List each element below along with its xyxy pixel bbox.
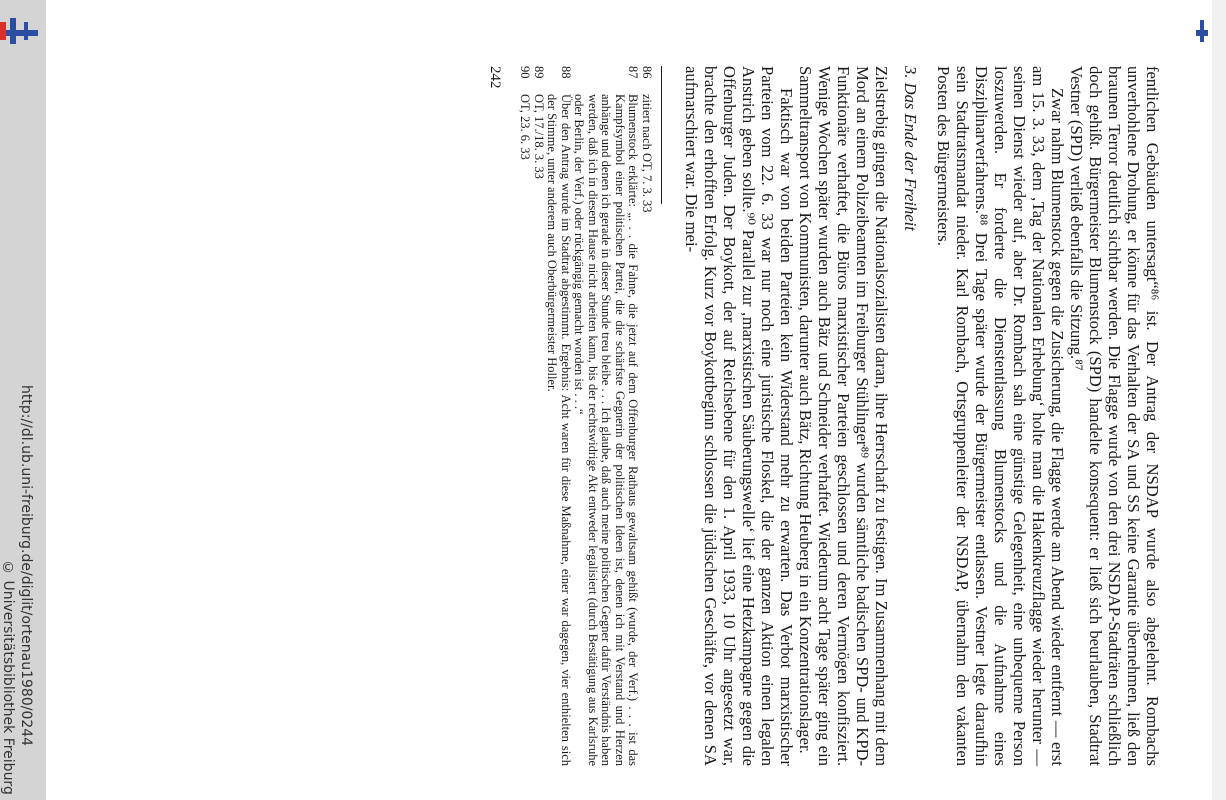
footnote-text: Über den Antrag wurde im Stadtrat abgestimmt. Ergebnis: Acht waren für diese Maßnahme, einer war dagegen, vier enthielten sich der Stimme, unter anderem auch Oberbürgermeister Holler. (545, 94, 573, 766)
footnote-text: OT, 23. 6. 33 (518, 94, 533, 160)
footnote-number: 88 (559, 66, 573, 79)
footnote (572, 66, 640, 766)
page-right-edge (1212, 0, 1226, 800)
watermark-copyright: © Universitätsbibliothek Freiburg (0, 560, 16, 795)
page-number: 242 (487, 66, 503, 89)
footnote-text: Blumenstock erklärte: „. . . die Fahne, die jetzt auf dem Offenburger Rathaus gewaltsam gehißt (wurde, der Verf.) . . . ist das Kampfsymbol einer politischen Partei, die die schärfste Gegnerin der politischen Ideen ist, denen ich mit Verstand und Herzen anhänge und denen ich gerade in dieser Stunde treu bleibe . . . Ich glaube, daß auch meine politischen Gegner dafür Verständnis haben werden, daß ich in diesem Hause nicht arbeiten kann, bis der rechtswidrige Akt entweder legalisiert (durch Bestätigung aus Karlsruhe oder Berlin, der Verf.) oder rückgängig gemacht worden ist . . .“ (572, 94, 641, 766)
footnote-text: OT, 17./18. 3. 33 (532, 94, 546, 179)
footnote (518, 66, 532, 766)
footnote (640, 66, 654, 766)
footnote-number: 90 (518, 66, 533, 79)
footnote-rule (661, 66, 662, 204)
section-heading: 3. Das Ende der Freiheit (901, 66, 920, 231)
footnote-number: 86 (640, 66, 654, 79)
body-paragraph: Zielstrebig gingen die Nationalsozialisten daran, ihre Herrschaft zu festigen. Im Zusammenhang mit dem Mord an einem Polizeibeamten im Freiburger Stühlinger⁸⁹ wurden sämtliche badischen SPD- und KPD-Funktionäre verhaftet, die Büros marxistischer Parteien geschlossen und deren Vermögen konfisziert. Wenige Wochen später wurden auch Bätz und Schneider verhaftet. Wiederum acht Tage später ging ein Sammeltransport von Kommunisten, darunter auch Bätz, Richtung Heuberg in ein Konzentrationslager. (796, 66, 891, 766)
watermark-url: http://dl.ub.uni-freiburg.de/diglit/ortenau1980/0244 (18, 385, 34, 747)
footnote-number: 87 (626, 66, 641, 79)
library-logo-icon (0, 18, 40, 44)
footnote-number: 89 (532, 66, 546, 79)
body-paragraph: Zwar nahm Blumenstock gegen die Zusicherung, die Flagge werde am Abend wieder entfernt — erst am 15. 3. 33, dem ‚Tag der Nationalen Erhebung‘ holte man die Hakenkreuzflagge wieder herunter — seinen Dienst wieder auf, aber Dr. Rombach sah eine günstige Gelegenheit, eine unbequeme Person loszuwerden. Er forderte die Dienstentlassung Blumenstocks und die Aufnahme eines Disziplinarverfahrens.⁸⁸ Drei Tage später wurde der Bürgermeister entlassen. Vestner legte daraufhin sein Stadtratsmandat nieder. Karl Rombach, Ortsgruppenleiter der NSDAP, übernahm den vakanten Posten des Bürgermeisters. (934, 66, 1067, 766)
footnote (545, 66, 572, 766)
body-paragraph: Faktisch war von beiden Parteien kein Widerstand mehr zu erwarten. Das Verbot marxistischer Parteien vom 22. 6. 33 war nur noch eine juristische Floskel, die der ganzen Aktion einen legalen Anstrich geben sollte.⁹⁰ Parallel zur ‚marxistischen Säuberungswelle‘ lief eine Hetzkampagne gegen die Offenburger Juden. Der Boykott, der auf Reichsebene für den 1. April 1933, 10 Uhr angesetzt war, brachte den erhofften Erfolg. Kurz vor Boykottbeginn schlossen die jüdischen Geschäfte, vor denen SA aufmarschiert war. Die mei- (682, 66, 796, 766)
body-paragraph: fentlichen Gebäuden untersagt“⁸⁶ ist. Der Antrag der NSDAP wurde also abgelehnt. Rombachs unverhohlene Drohung, er könne für das Verhalten der SA und SS keine Garantie übernehmen, ließ den braunen Terror deutlich sichtbar werden. Die Flagge wurde von den drei NSDAP-Stadträten schließlich doch gehißt. Bürgermeister Blumenstock (SPD) handelte konsequent: er ließ sich beurlauben, Stadtrat Vestner (SPD) verließ ebenfalls die Sitzung.⁸⁷ (1067, 66, 1162, 766)
footnote-text: zitiert nach OT, 7. 3. 33 (640, 94, 654, 213)
footnote (532, 66, 546, 766)
document-page (132, 66, 1162, 766)
